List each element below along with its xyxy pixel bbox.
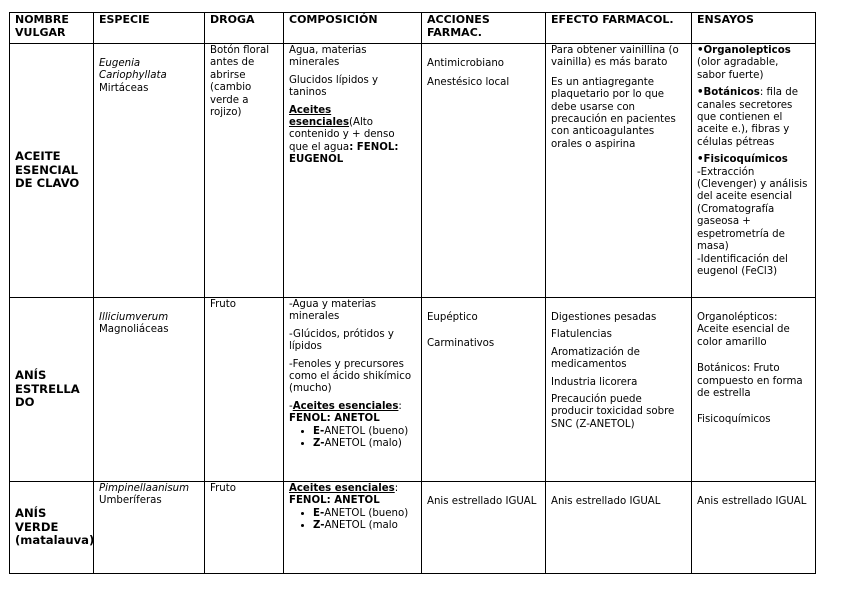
list-item (313, 508, 416, 520)
isomer-text: ANETOL (malo) (324, 438, 402, 450)
header-composicion: COMPOSICIÓN (284, 13, 422, 44)
composition-aceites (289, 401, 416, 426)
assay-text: -Extracción (Clevenger) y análisis del aceite esencial (Cromatografía gaseosa + espetrometría de masa) (697, 166, 808, 253)
isomer-text: ANETOL (bueno) (324, 425, 409, 437)
action-item: Eupéptico (427, 312, 478, 323)
composition-line: Glucidos lípidos y taninos (289, 74, 379, 99)
composition-aceites (289, 483, 416, 508)
cell-acciones-clavo (422, 44, 546, 298)
cell-especie-estrella (94, 298, 205, 482)
cell-composicion-estrella (284, 298, 422, 482)
assay-label: •Fisicoquímicos (697, 154, 788, 166)
effect-item: Digestiones pesadas (551, 312, 657, 323)
header-droga: DROGA (205, 13, 284, 44)
aceites-bold: FENOL: ANETOL (289, 413, 380, 425)
row-estrella (10, 298, 816, 482)
cell-ensayos-clavo (692, 44, 816, 298)
header-row (10, 13, 816, 44)
isomer-text: ANETOL (bueno) (324, 507, 409, 519)
cell-efecto-clavo (546, 44, 692, 298)
composition-line: -Glúcidos, prótidos y lípidos (289, 328, 394, 353)
isomer-label: E- (313, 507, 325, 519)
header-especie: ESPECIE (94, 13, 205, 44)
aceites-label: Aceites esenciales (292, 400, 399, 412)
assay-text: (olor agradable, sabor fuerte) (697, 57, 779, 81)
cell-name-clavo: ACEITE ESENCIAL DE CLAVO (10, 44, 94, 298)
isomer-text: ANETOL (malo (324, 520, 398, 532)
assay-label: •Organolepticos (697, 45, 791, 56)
list-item (313, 520, 416, 532)
row-verde (10, 482, 816, 574)
cell-efecto-verde: Anis estrellado IGUAL (546, 482, 692, 574)
effect-item: Para obtener vainillina (o vainilla) es más barato (551, 45, 679, 69)
cell-acciones-estrella (422, 298, 546, 482)
header-ensayos: ENSAYOS (692, 13, 816, 44)
anetol-list (289, 426, 416, 451)
header-efecto: EFECTO FARMACOL. (546, 13, 692, 44)
aceites-colon: : (398, 400, 402, 412)
cell-especie-verde (94, 482, 205, 574)
assay-item: Botánicos: Fruto compuesto en forma de estrella (697, 363, 803, 400)
assay-label: •Botánicos (697, 87, 760, 99)
isomer-label: E- (313, 425, 325, 437)
species-family: Magnoliáceas (99, 324, 169, 336)
cell-ensayos-verde: Anis estrellado IGUAL (692, 482, 816, 574)
effect-item: Es un antiagregante plaquetario por lo que debe usarse con precaución en pacientes con anticoagulantes orales o aspirina (551, 76, 676, 150)
cell-efecto-estrella (546, 298, 692, 482)
header-acciones: ACCIONES FARMAC. (422, 13, 546, 44)
cell-droga-clavo: Botón floral antes de abrirse (cambio verde a rojizo) (205, 44, 284, 298)
action-item: Anestésico local (427, 77, 510, 89)
header-nombre: NOMBRE VULGAR (10, 13, 94, 44)
assay-item (697, 154, 810, 278)
cell-especie-clavo (94, 44, 205, 298)
composition-line: -Fenoles y precursores como el ácido shikímico (mucho) (289, 358, 412, 395)
assay-item: Organolépticos: Aceite esencial de color amarillo (697, 312, 790, 348)
assay-text: : fila de canales secretores que contienen el aceite e.), fibras y células pétreas (697, 87, 799, 148)
aceites-colon: : (394, 483, 399, 494)
species-name: Eugenia Cariophyllata (99, 58, 167, 82)
action-item: Antimicrobiano (427, 58, 505, 69)
cell-name-estrella: ANÍS ESTRELLA DO (10, 298, 94, 482)
monograph-table (9, 12, 816, 574)
assay-text: -Identificación del eugenol (FeCl3) (697, 253, 788, 277)
anetol-list (289, 508, 416, 533)
composition-aceites (289, 105, 416, 167)
composition-line: Agua, materias minerales (289, 45, 367, 69)
action-item: Carminativos (427, 338, 495, 350)
effect-item: Aromatización de medicamentos (551, 346, 640, 371)
list-item (313, 438, 416, 450)
list-item (313, 426, 416, 438)
species-family: Umberíferas (99, 495, 162, 507)
species-name: Illiciumverum (99, 312, 169, 323)
isomer-label: Z- (313, 520, 325, 532)
aceites-bold: FENOL: ANETOL (289, 495, 380, 507)
assay-item (697, 45, 810, 82)
effect-item: Industria licorera (551, 376, 638, 388)
species-family: Mirtáceas (99, 82, 149, 94)
cell-droga-estrella: Fruto (205, 298, 284, 482)
row-clavo (10, 44, 816, 298)
cell-droga-verde: Fruto (205, 482, 284, 574)
species-name: Pimpinellaanisum (99, 483, 190, 494)
aceites-label: Aceites esenciales (289, 104, 350, 129)
effect-item: Precaución puede producir toxicidad sobre SNC (Z-ANETOL) (551, 394, 675, 430)
aceites-text: (Alto contenido y + denso que el agua (289, 117, 395, 153)
composition-line: -Agua y materias minerales (289, 299, 377, 323)
cell-composicion-clavo (284, 44, 422, 298)
assay-item: Fisicoquímicos (697, 414, 771, 426)
aceites-prefix: - (289, 400, 293, 412)
aceites-label: Aceites esenciales (289, 483, 395, 494)
effect-item: Flatulencias (551, 329, 612, 341)
cell-acciones-verde: Anis estrellado IGUAL (422, 482, 546, 574)
aceites-bold: : FENOL: EUGENOL (289, 141, 399, 166)
cell-ensayos-estrella (692, 298, 816, 482)
cell-name-verde: ANÍS VERDE (matalauva) (10, 482, 94, 574)
cell-composicion-verde (284, 482, 422, 574)
assay-item (697, 87, 810, 149)
isomer-label: Z- (313, 438, 325, 450)
